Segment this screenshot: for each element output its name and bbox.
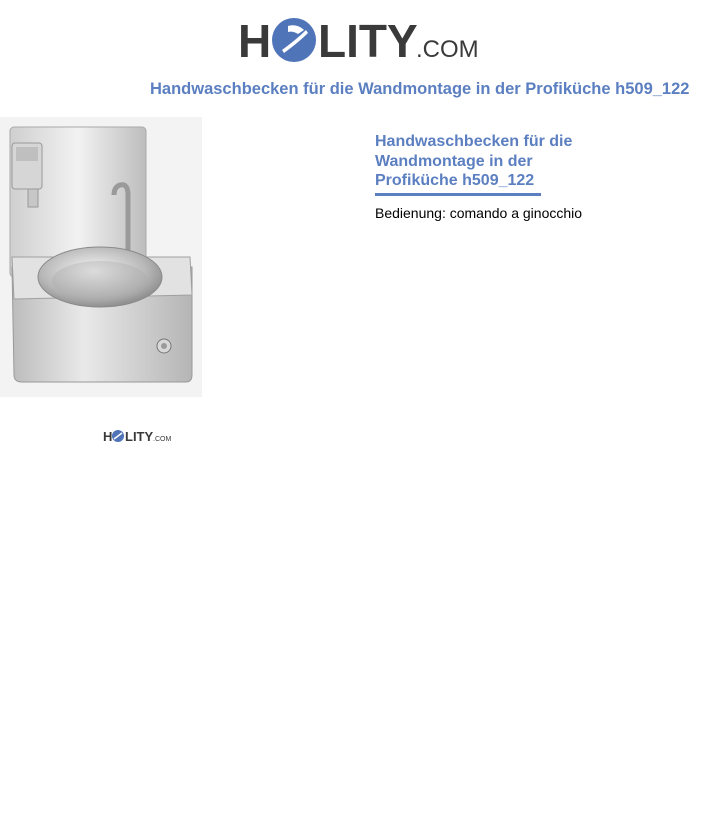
spec-operation bbox=[375, 205, 582, 221]
product-image bbox=[0, 117, 202, 397]
logo-suffix-com: .COM bbox=[416, 36, 479, 63]
logo-letter-h: H bbox=[238, 15, 272, 67]
svg-text:H: H bbox=[103, 429, 113, 444]
page-title: Handwaschbecken für die Wandmontage in der Profiküche h509_122 bbox=[150, 80, 690, 98]
sink-photo-icon bbox=[0, 117, 202, 397]
holity-logo bbox=[238, 10, 482, 70]
spec-label: Bedienung: bbox=[375, 205, 446, 221]
logo-o-circle bbox=[272, 18, 316, 62]
heading-underline bbox=[375, 193, 541, 196]
product-heading: Handwaschbecken für die Wandmontage in der Profiküche h509_122 bbox=[375, 133, 573, 189]
spec-value: comando a ginocchio bbox=[449, 205, 583, 221]
logo-word-lity: LITY bbox=[318, 15, 418, 67]
svg-text:.COM: .COM bbox=[153, 436, 172, 443]
holity-logo-small bbox=[103, 428, 172, 444]
svg-text:LITY: LITY bbox=[125, 429, 154, 444]
